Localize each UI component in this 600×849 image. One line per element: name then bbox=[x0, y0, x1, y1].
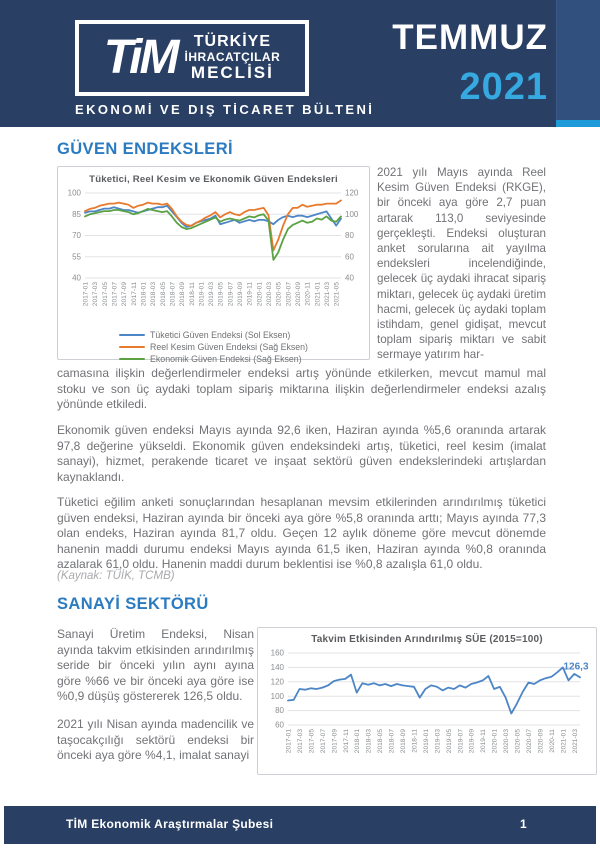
svg-text:2020-03: 2020-03 bbox=[266, 282, 274, 307]
header-cyan-accent bbox=[556, 120, 600, 127]
svg-text:2017-05: 2017-05 bbox=[101, 282, 109, 307]
svg-text:2018-01: 2018-01 bbox=[354, 729, 362, 754]
legend-swatch bbox=[119, 346, 145, 349]
tim-logo bbox=[75, 20, 309, 96]
confidence-indices-plot bbox=[58, 185, 369, 323]
svg-text:70: 70 bbox=[72, 231, 81, 241]
svg-text:2018-07: 2018-07 bbox=[169, 282, 177, 307]
legend-label: Tüketici Güven Endeksi (Sol Eksen) bbox=[150, 330, 291, 340]
svg-text:55: 55 bbox=[72, 252, 81, 262]
svg-text:2019-11: 2019-11 bbox=[246, 282, 254, 306]
svg-text:2018-01: 2018-01 bbox=[140, 282, 148, 307]
svg-text:126,3: 126,3 bbox=[563, 661, 589, 673]
tim-logo-wordmark bbox=[185, 34, 281, 81]
svg-text:2020-05: 2020-05 bbox=[275, 282, 283, 307]
svg-text:2020-09: 2020-09 bbox=[295, 282, 303, 307]
section-heading-guven: GÜVEN ENDEKSLERİ bbox=[57, 140, 234, 158]
guven-paragraph-2: Ekonomik güven endeksi Mayıs ayında 92,6 iken, Haziran ayında %5,6 oranında artarak 97,8 değerine yükseldi. Ekonomik güven endeksindeki artış, tüketici, reel kesim (imalat sanayi), hizmet, perakende ticaret ve inşaat sektörü güven endekslerindeki artışlardan kaynaklandı. bbox=[57, 423, 546, 484]
industrial-production-chart bbox=[257, 627, 597, 775]
svg-text:2018-09: 2018-09 bbox=[400, 729, 408, 754]
svg-text:2019-03: 2019-03 bbox=[434, 729, 442, 754]
page-number: 1 bbox=[520, 817, 527, 831]
source-note: (Kaynak: TÜİK, TCMB) bbox=[57, 570, 175, 582]
legend-label: Reel Kesim Güven Endeksi (Sağ Eksen) bbox=[150, 342, 308, 352]
svg-text:2019-05: 2019-05 bbox=[217, 282, 225, 307]
svg-text:140: 140 bbox=[270, 663, 284, 672]
svg-text:2019-01: 2019-01 bbox=[198, 282, 206, 307]
svg-text:2019-07: 2019-07 bbox=[457, 729, 465, 754]
svg-text:2020-11: 2020-11 bbox=[304, 282, 312, 306]
svg-text:2017-11: 2017-11 bbox=[130, 282, 138, 306]
svg-text:60: 60 bbox=[275, 720, 284, 730]
header-right-panel bbox=[556, 0, 600, 127]
section-heading-sanayi: SANAYİ SEKTÖRÜ bbox=[57, 595, 209, 613]
legend-swatch bbox=[119, 358, 145, 361]
guven-side-paragraph: 2021 yılı Mayıs ayında Reel Kesim Güven Endeksi (RKGE), bir önceki aya göre 2,7 puan artarak 113,0 seviyesinde gerçekleşti. Endeksi oluşturan anket sorularına ait yayılma endeksleri incelendiğinde, gelecek üç aydaki ihracat sipariş miktarı, gelecek üç aydaki üretim hacmi, gelecek üç aydaki toplam istihdam, genel gidişat, mevcut toplam sipariş miktarı ve sabit sermaye yatırım har- bbox=[377, 166, 546, 362]
svg-text:2018-11: 2018-11 bbox=[188, 282, 196, 306]
svg-text:120: 120 bbox=[345, 188, 359, 198]
svg-text:2021-01: 2021-01 bbox=[314, 282, 322, 307]
legend-swatch bbox=[119, 334, 145, 337]
svg-text:2017-07: 2017-07 bbox=[319, 729, 327, 754]
svg-text:2018-05: 2018-05 bbox=[159, 282, 167, 307]
svg-text:2019-07: 2019-07 bbox=[227, 282, 235, 307]
svg-text:80: 80 bbox=[345, 231, 354, 241]
chart2-title: Takvim Etkisinden Arındırılmış SÜE (2015=100) bbox=[311, 634, 543, 645]
svg-text:2017-07: 2017-07 bbox=[111, 282, 119, 307]
svg-text:2017-01: 2017-01 bbox=[285, 729, 293, 754]
sanayi-paragraph-1: Sanayi Üretim Endeksi, Nisan ayında takvim etkisinden arındırılmış seride bir önceki yılın aynı ayına göre %66 ve bir önceki aya göre ise %0,9 düşüş göstererek 126,5 oldu. bbox=[57, 627, 254, 704]
svg-text:2019-01: 2019-01 bbox=[422, 729, 430, 754]
svg-text:100: 100 bbox=[270, 691, 284, 701]
issue-month: TEMMUZ bbox=[392, 18, 548, 57]
svg-text:60: 60 bbox=[345, 252, 354, 262]
svg-text:2019-03: 2019-03 bbox=[208, 282, 216, 307]
svg-text:2018-07: 2018-07 bbox=[388, 729, 396, 754]
svg-text:2020-01: 2020-01 bbox=[256, 282, 264, 307]
guven-paragraph-1: camasına ilişkin değerlendirmeler endeksi artış yönünde etkilerken, mevcut mamul mal stoku ve son üç aydaki toplam sipariş miktarına ilişkin değerlendirmeler endeksi azalış yönünde etkiledi. bbox=[57, 366, 546, 412]
guven-paragraph-3: Tüketici eğilim anketi sonuçlarından hesaplanan mevsim etkilerinden arındırılmış tüketici güven endeksi, Haziran ayında bir önceki aya göre %5,8 oranında arttı; Mayıs ayında 77,3 olan endeks, Haziran ayında 81,7 oldu. Geçen 12 aylık döneme göre mevcut dönemde hanenin maddi durumu endeksi Mayıs ayında 61,5 iken, Haziran ayında %0,8 oranında azalarak 61,0 oldu. Hanenin maddi durum beklentisi ise %0,8 azalışla 61,0 oldu. bbox=[57, 495, 546, 572]
svg-text:100: 100 bbox=[345, 209, 359, 219]
svg-text:2021-03: 2021-03 bbox=[324, 282, 332, 307]
svg-text:2020-03: 2020-03 bbox=[503, 729, 511, 754]
svg-text:2019-09: 2019-09 bbox=[468, 729, 476, 754]
svg-text:2019-09: 2019-09 bbox=[237, 282, 245, 307]
chart1-title: Tüketici, Reel Kesim ve Ekonomik Güven Endeksleri bbox=[89, 174, 338, 185]
svg-text:40: 40 bbox=[345, 273, 354, 283]
svg-text:2017-03: 2017-03 bbox=[296, 729, 304, 754]
svg-text:80: 80 bbox=[275, 706, 284, 716]
svg-text:40: 40 bbox=[72, 273, 81, 283]
svg-text:2017-05: 2017-05 bbox=[308, 729, 316, 754]
footer-bar bbox=[4, 806, 596, 844]
svg-text:2018-03: 2018-03 bbox=[365, 729, 373, 754]
svg-text:2020-07: 2020-07 bbox=[525, 729, 533, 754]
svg-text:2020-09: 2020-09 bbox=[537, 729, 545, 754]
svg-text:2018-03: 2018-03 bbox=[150, 282, 158, 307]
svg-text:2017-09: 2017-09 bbox=[331, 729, 339, 754]
logo-line-1: TÜRKİYE bbox=[193, 33, 271, 51]
svg-text:2017-09: 2017-09 bbox=[121, 282, 129, 307]
svg-text:2020-11: 2020-11 bbox=[548, 729, 556, 753]
legend-item bbox=[119, 353, 308, 365]
svg-text:2021-05: 2021-05 bbox=[333, 282, 341, 307]
chart1-legend bbox=[119, 329, 308, 365]
svg-text:160: 160 bbox=[270, 648, 284, 658]
logo-line-2: İHRACATÇILAR bbox=[184, 50, 281, 65]
svg-text:2020-07: 2020-07 bbox=[285, 282, 293, 307]
svg-text:2018-11: 2018-11 bbox=[411, 729, 419, 753]
svg-text:120: 120 bbox=[270, 677, 284, 687]
svg-text:2021-01: 2021-01 bbox=[560, 729, 568, 754]
legend-label: Ekonomik Güven Endeksi (Sağ Eksen) bbox=[150, 354, 302, 364]
bulletin-subtitle: EKONOMİ VE DIŞ TİCARET BÜLTENİ bbox=[75, 102, 375, 117]
header-band bbox=[0, 0, 600, 127]
svg-text:2021-03: 2021-03 bbox=[571, 729, 579, 754]
sanayi-paragraph-2: 2021 yılı Nisan ayında madencilik ve taşocakçılığı sektörü endeksi bir önceki aya göre %4,1, imalat sanayi bbox=[57, 717, 254, 763]
svg-text:2017-01: 2017-01 bbox=[82, 282, 90, 307]
svg-text:2019-05: 2019-05 bbox=[445, 729, 453, 754]
svg-text:2020-01: 2020-01 bbox=[491, 729, 499, 754]
footer-department: TİM Ekonomik Araştırmalar Şubesi bbox=[66, 817, 274, 831]
svg-text:2019-11: 2019-11 bbox=[480, 729, 488, 753]
logo-line-3: MECLİSİ bbox=[190, 62, 274, 82]
tim-logo-mark: TiM bbox=[103, 31, 177, 84]
legend-item bbox=[119, 341, 308, 353]
svg-text:2018-05: 2018-05 bbox=[377, 729, 385, 754]
confidence-indices-chart bbox=[57, 166, 370, 364]
svg-text:2017-03: 2017-03 bbox=[92, 282, 100, 307]
industrial-production-plot bbox=[258, 645, 596, 769]
svg-text:2020-05: 2020-05 bbox=[514, 729, 522, 754]
svg-text:2018-09: 2018-09 bbox=[179, 282, 187, 307]
svg-text:2017-11: 2017-11 bbox=[342, 729, 350, 753]
legend-item bbox=[119, 329, 308, 341]
svg-text:100: 100 bbox=[67, 188, 81, 198]
svg-text:85: 85 bbox=[72, 209, 81, 219]
issue-year: 2021 bbox=[459, 66, 548, 108]
